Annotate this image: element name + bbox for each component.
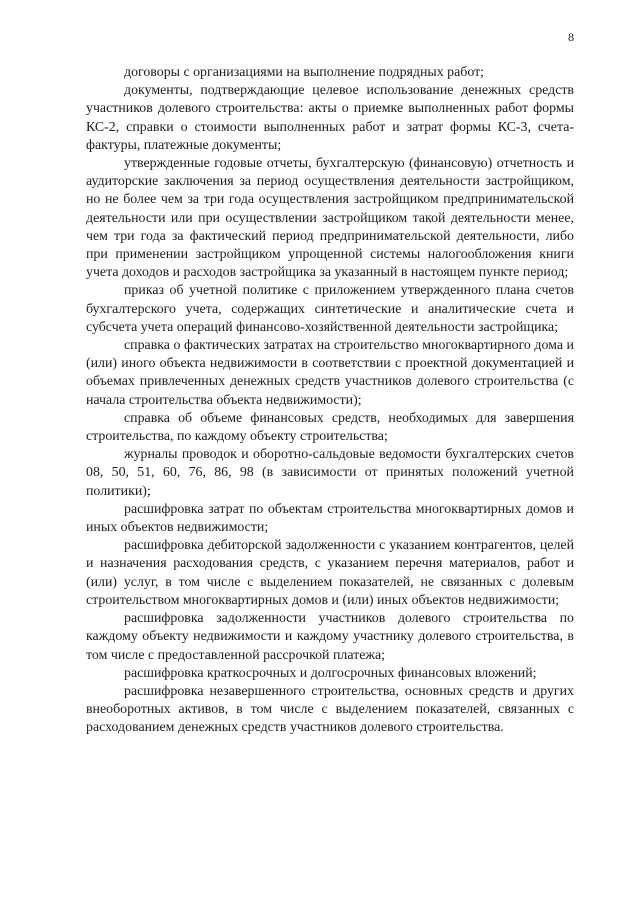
paragraph: договоры с организациями на выполнение подрядных работ; bbox=[124, 65, 485, 80]
paragraph: расшифровка незавершенного строительства, основных средств и других внеоборотных активов, в том числе с выделением показателей, связанных с расходованием денежных средств участников долевого строительства. bbox=[86, 683, 574, 736]
paragraph: справка о фактических затратах на строительство многоквартирного дома и (или) иного объекта недвижимости в соответствии с проектной документацией и объемах привлеченных денежных средств участников долевого строительства (с начала строительства объекта недвижимости); bbox=[86, 338, 574, 408]
paragraph: расшифровка дебиторской задолженности с указанием контрагентов, целей и назначения расходования средств, с указанием перечня материалов, работ и (или) услуг, в том числе с выделением показателей, не связанных с долевым строительством многоквартирных домов и (или) иных объектов недвижимости; bbox=[86, 538, 574, 608]
paragraph: расшифровка затрат по объектам строительства многоквартирных домов и иных объектов недвижимости; bbox=[86, 501, 574, 536]
paragraph: расшифровка задолженности участников долевого строительства по каждому объекту недвижимости и каждому участнику долевого строительства, в том числе с предоставленной рассрочкой платежа; bbox=[86, 611, 574, 663]
paragraph: справка об объеме финансовых средств, необходимых для завершения строительства, по каждому объекту строительства; bbox=[86, 410, 574, 445]
paragraph: журналы проводок и оборотно-сальдовые ведомости бухгалтерских счетов 08, 50, 51, 60, 76, 86, 98 (в зависимости от принятых положений учетной политики); bbox=[86, 447, 574, 499]
paragraph: документы, подтверждающие целевое использование денежных средств участников долевого строительства: акты о приемке выполненных работ формы КС-2, справки о стоимости выполненных работ и затрат формы КС-3, счета-фактуры, платежные документы; bbox=[86, 83, 574, 153]
page-number: 8 bbox=[568, 30, 574, 44]
document-body bbox=[86, 64, 574, 738]
paragraph: утвержденные годовые отчеты, бухгалтерскую (финансовую) отчетность и аудиторские заключения за период осуществления деятельности застройщиком, но не более чем за три года осуществления застройщиком предпринимательской деятельности или при осуществлении застройщиком такой деятельности менее, чем три года за фактический период предпринимательской деятельности, либо при применении застройщиком упрощенной системы налогообложения книги учета доходов и расходов застройщика за указанный в настоящем пункте период; bbox=[86, 156, 574, 281]
paragraph: расшифровка краткосрочных и долгосрочных финансовых вложений; bbox=[124, 665, 537, 681]
paragraph: приказ об учетной политике с приложением утвержденного плана счетов бухгалтерского учета, содержащих синтетические и аналитические счета и субсчета учета операций финансово-хозяйственной деятельности застройщика; bbox=[86, 283, 574, 335]
